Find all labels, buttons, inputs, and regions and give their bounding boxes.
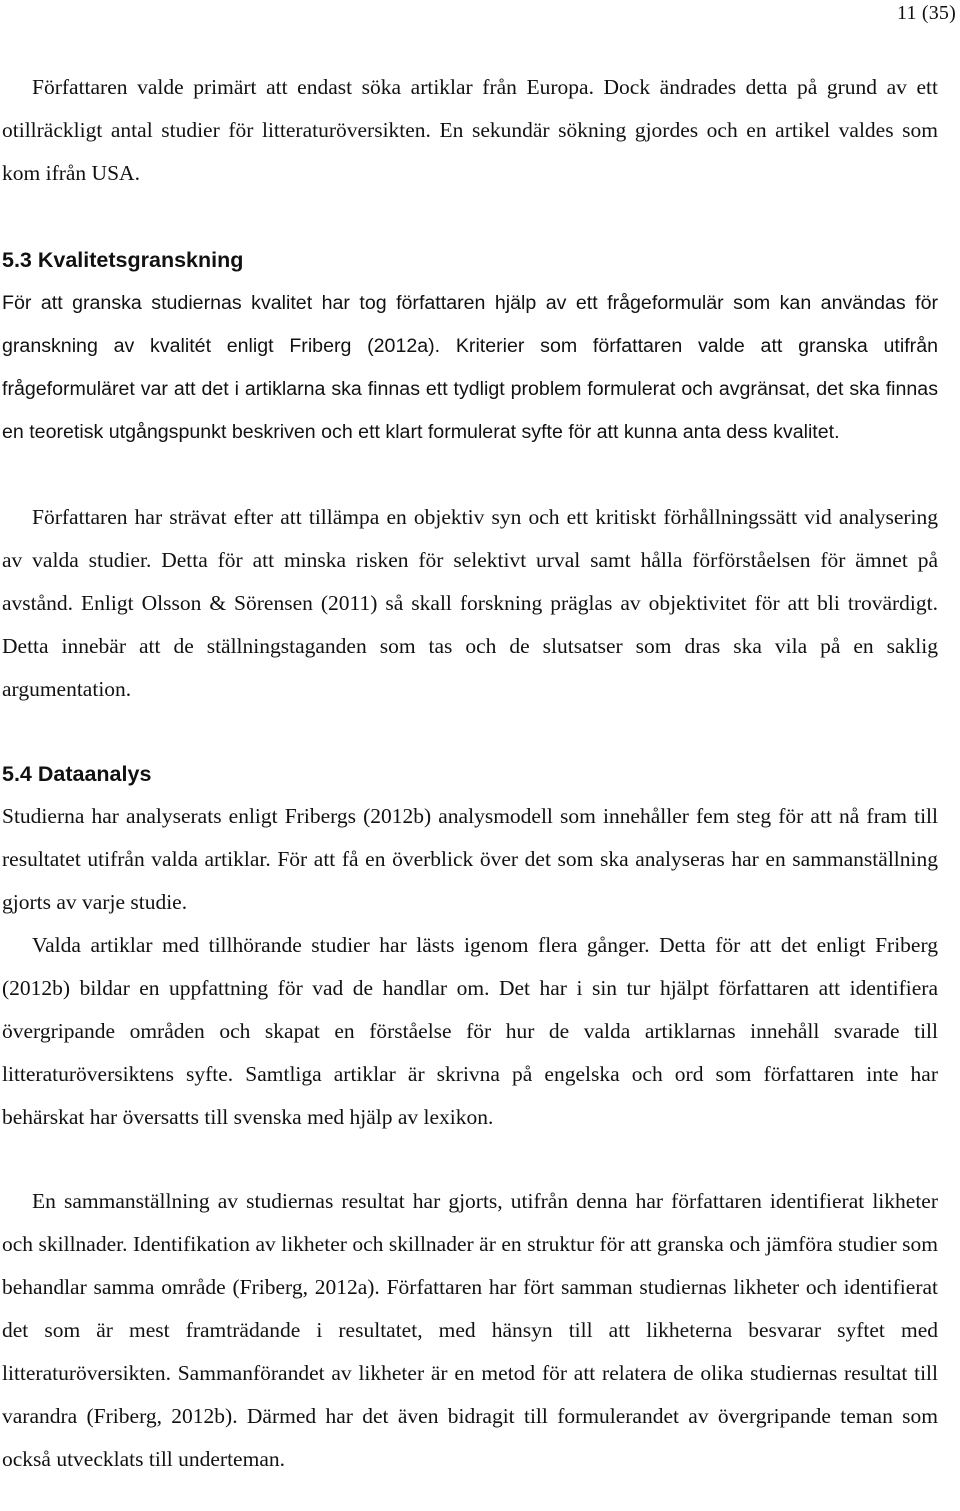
- paragraph-search-scope: Författaren valde primärt att endast söka artiklar från Europa. Dock ändrades detta på grund av ett otillräckligt antal studier för litteraturöversikten. En sekundär sökning gjordes och en artikel valdes som kom ifrån USA.: [2, 75, 938, 185]
- paragraph-synthesis: En sammanställning av studiernas resultat har gjorts, utifrån denna har författaren identifierat likheter och skillnader. Identifikation av likheter och skillnader är en struktur för att granska och jämföra studier som behandlar samma område (Friberg, 2012a). Författaren har fört samman studiernas likheter och identifierat det som är mest framträdande i resultatet, med hänsyn till att likheterna besvarar syftet med litteraturöversikten. Sammanförandet av likheter är en metod för att relatera de olika studiernas resultat till varandra (Friberg, 2012b). Därmed har det även bidragit till formulerandet av övergripande teman som också utvecklats till underteman.: [2, 1189, 938, 1471]
- section-heading-5-3: 5.3 Kvalitetsgranskning: [2, 248, 244, 272]
- paragraph-reading-articles: Valda artiklar med tillhörande studier har lästs igenom flera gånger. Detta för att det enligt Friberg (2012b) bildar en uppfattning för vad de handlar om. Det har i sin tur hjälpt författaren att identifiera övergripande områden och skapat en förståelse för hur de valda artiklarnas innehåll svarade till litteraturöversiktens syfte. Samtliga artiklar är skrivna på engelska och ord som författaren inte har behärskat har översatts till svenska med hjälp av lexikon.: [2, 933, 938, 1129]
- paragraph-analysis-model: Studierna har analyserats enligt Fribergs (2012b) analysmodell som innehåller fem steg för att nå fram till resultatet utifrån valda artiklar. För att få en överblick över det som ska analyseras har en sammanställning gjorts av varje studie.: [2, 804, 938, 914]
- section-heading-5-4: 5.4 Dataanalys: [2, 762, 152, 786]
- page-number: 11 (35): [897, 2, 956, 24]
- paragraph-quality-review: För att granska studiernas kvalitet har tog författaren hjälp av ett frågeformulär som kan användas för granskning av kvalitét enligt Friberg (2012a). Kriterier som författaren valde att granska utifrån frågeformuläret var att det i artiklarna ska finnas ett tydligt problem formulerat och avgränsat, det ska finnas en teoretisk utgångspunkt beskriven och ett klart formulerat syfte för att kunna anta dess kvalitet.: [2, 292, 938, 443]
- paragraph-objectivity: Författaren har strävat efter att tillämpa en objektiv syn och ett kritiskt förhållningssätt vid analysering av valda studier. Detta för att minska risken för selektivt urval samt hålla förförståelsen för ämnet på avstånd. Enligt Olsson & Sörensen (2011) så skall forskning präglas av objektivitet för att bli trovärdigt. Detta innebär att de ställningstaganden som tas och de slutsatser som dras ska vila på en saklig argumentation.: [2, 505, 938, 701]
